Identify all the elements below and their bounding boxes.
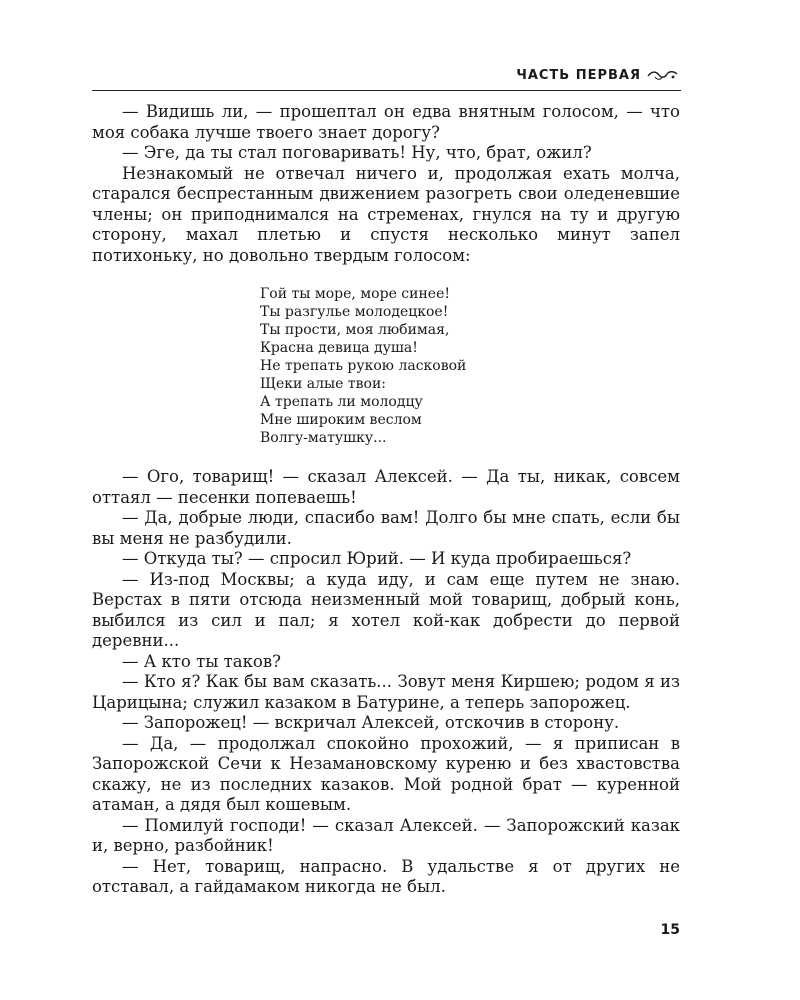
paragraph: — А кто ты таков? [122, 651, 281, 671]
verse-line: Мне широким веслом [260, 412, 422, 428]
verse-line: А трепать ли молодцу [260, 394, 423, 410]
paragraph: — Эге, да ты стал поговаривать! Ну, что, брат, ожил? [122, 143, 592, 162]
paragraph: — Видишь ли, — прошептал он едва внятным голосом, — что моя собака лучше твоего знает дорогу? [92, 102, 680, 142]
running-header [92, 60, 681, 91]
paragraph: — Помилуй господи! — сказал Алексей. — Запорожский казак и, верно, разбойник! [92, 815, 680, 855]
paragraph: — Кто я? Как бы вам сказать... Зовут меня Киршею; родом я из Царицына; служил казаком в Батурине, а теперь запорожец. [92, 672, 680, 712]
paragraph: — Ого, товарищ! — сказал Алексей. — Да ты, никак, совсем оттаял — песенки попеваешь! [92, 467, 680, 507]
paragraph: — Из-под Москвы; а куда иду, и сам еще путем не знаю. Верстах в пяти отсюда неизменный мой товарищ, добрый конь, выбился из сил и пал; я хотел кой-как добрести до первой деревни... [92, 569, 680, 650]
body-text-top [92, 102, 680, 266]
verse-line: Волгу-матушку... [260, 430, 387, 446]
paragraph: — Да, — продолжал спокойно прохожий, — я приписан в Запорожской Сечи к Незамановскому куреню и без хвастовства скажу, не из последних казаков. Мой родной брат — куренной атаман, а дядя был кошевым. [92, 733, 680, 814]
paragraph: — Нет, товарищ, напрасно. В удальстве я от других не отставал, а гайдамаком никогда не был. [92, 856, 680, 896]
verse-line: Ты прости, моя любимая, [260, 322, 450, 338]
song-verse [260, 285, 580, 447]
paragraph: — Да, добрые люди, спасибо вам! Долго бы мне спать, если бы вы меня не разбудили. [92, 508, 680, 548]
paragraph: — Откуда ты? — спросил Юрий. — И куда пробираешься? [122, 549, 632, 568]
verse-line: Ты разгулье молодецкое! [260, 304, 449, 320]
body-text-bottom [92, 467, 680, 898]
running-title: ЧАСТЬ ПЕРВАЯ [516, 68, 641, 83]
verse-line: Не трепать рукою ласковой [260, 358, 467, 374]
ornament-flourish-icon [647, 68, 679, 82]
verse-line: Красна девица душа! [260, 340, 418, 356]
paragraph: Незнакомый не отвечал ничего и, продолжая ехать молча, старался беспрестанным движением разогреть свои оледеневшие члены; он приподнимался на стременах, гнулся на ту и другую сторону, махал плетью и спустя несколько минут запел потихоньку, но довольно твердым голосом: [92, 163, 680, 265]
verse-line: Щеки алые твои: [260, 376, 387, 392]
paragraph: — Запорожец! — вскричал Алексей, отскочив в сторону. [122, 713, 620, 732]
page-number: 15 [660, 922, 680, 938]
verse-line: Гой ты море, море синее! [260, 286, 450, 302]
